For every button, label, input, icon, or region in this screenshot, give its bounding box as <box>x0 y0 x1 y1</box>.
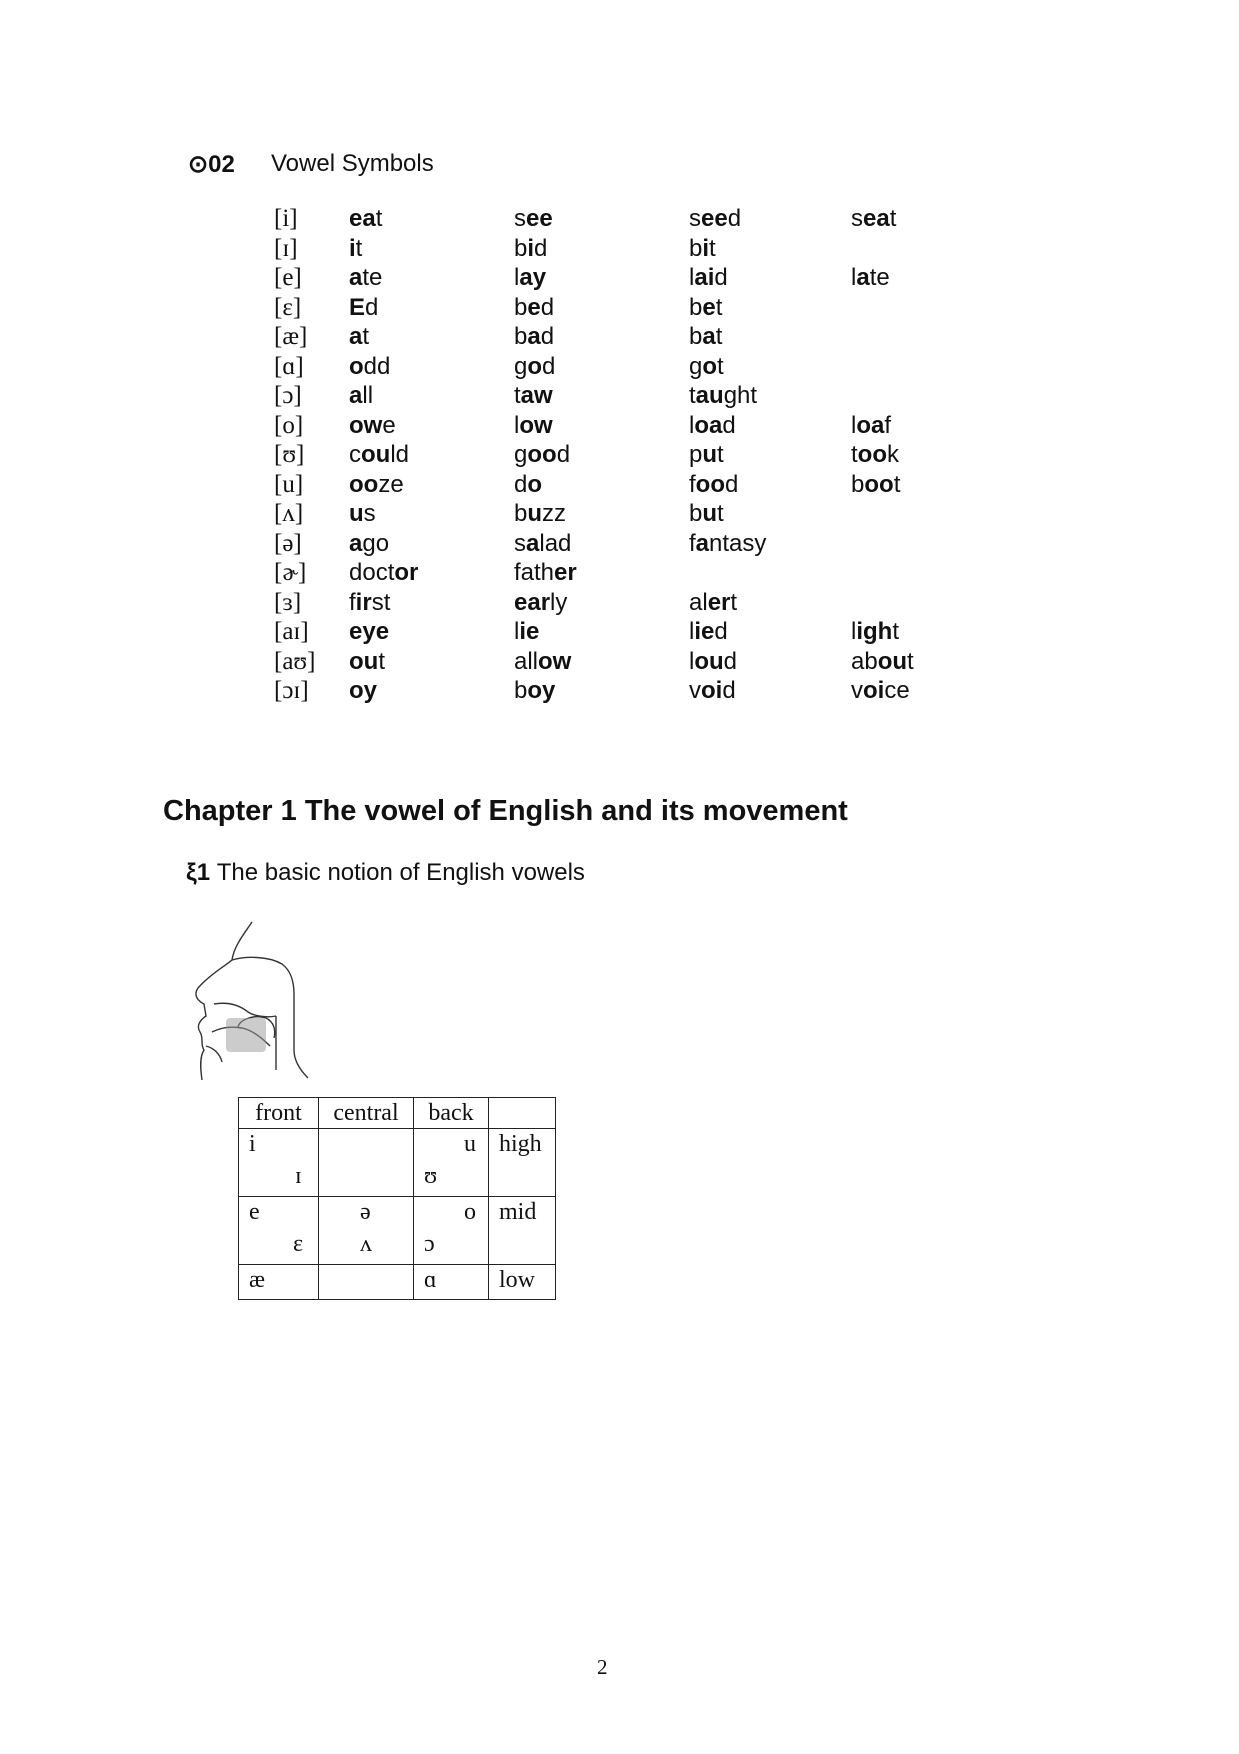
vowel-row <box>274 589 974 619</box>
page-number: 2 <box>597 1655 608 1679</box>
example-word: taught <box>689 382 758 409</box>
example-word: taw <box>514 382 553 409</box>
example-word: voice <box>851 677 910 704</box>
subsection-heading <box>186 859 585 887</box>
example-word: bet <box>689 293 723 321</box>
example-word: void <box>689 677 736 704</box>
example-word: eat <box>349 205 383 232</box>
vowel-symbol-list <box>274 205 974 707</box>
example-word: took <box>851 441 899 468</box>
example-word: oy <box>349 677 378 704</box>
vowel-row <box>274 353 974 383</box>
example-word: out <box>349 647 385 675</box>
example-word: loaf <box>851 411 892 439</box>
vowel-symbol: [ʊ] <box>274 441 305 468</box>
example-word: food <box>689 470 739 498</box>
cell-label-low <box>489 1265 556 1300</box>
vowel-row <box>274 530 974 560</box>
example-word: seed <box>689 205 742 232</box>
cell-label-mid <box>489 1197 556 1265</box>
vowel-glyph: e <box>249 1199 260 1225</box>
example-word: allow <box>514 647 572 675</box>
cell-central-mid <box>319 1197 414 1265</box>
vowel-glyph: ɔ <box>424 1231 435 1257</box>
example-word: boy <box>514 677 556 704</box>
example-word: all <box>349 382 374 409</box>
vowel-symbol: [ʌ] <box>274 500 304 527</box>
subsection-title: The basic notion of English vowels <box>216 859 585 886</box>
example-word: but <box>689 500 724 527</box>
example-word: us <box>349 500 376 527</box>
example-word: bit <box>689 234 716 262</box>
example-word: owe <box>349 411 396 439</box>
vowel-symbol: [ɑ] <box>274 352 304 380</box>
example-word: low <box>514 411 553 439</box>
example-word: seat <box>851 205 897 232</box>
vowel-glyph: ə <box>360 1199 371 1225</box>
height-label: mid <box>499 1199 537 1225</box>
vowel-row <box>274 412 974 442</box>
example-word: early <box>514 588 568 616</box>
subsection-number: ξ1 <box>186 859 211 886</box>
vowel-symbol: [o] <box>274 411 304 439</box>
example-word: buzz <box>514 500 567 527</box>
example-word: first <box>349 588 391 616</box>
example-word: see <box>514 205 553 232</box>
vowel-glyph: ʊ <box>424 1163 438 1189</box>
section-title: Vowel Symbols <box>271 150 434 177</box>
vowel-row <box>274 264 974 294</box>
example-word: eye <box>349 618 390 645</box>
example-word: it <box>349 234 363 262</box>
vowel-symbol: [ɛ] <box>274 293 302 321</box>
head-profile-illustration <box>190 920 330 1100</box>
example-word: Ed <box>349 293 379 321</box>
example-word: put <box>689 441 724 468</box>
cell-front-mid <box>239 1197 319 1265</box>
head-outline <box>196 922 308 1080</box>
example-word: doctor <box>349 559 419 586</box>
vowel-glyph: ʌ <box>360 1231 372 1257</box>
cell-back-mid <box>414 1197 489 1265</box>
vowel-row <box>274 559 974 589</box>
vowel-row <box>274 294 974 324</box>
example-word: ooze <box>349 470 404 498</box>
vowel-symbol: [ə] <box>274 529 302 557</box>
vowel-glyph: ɪ <box>295 1163 302 1189</box>
height-label: high <box>499 1131 542 1157</box>
example-word: lied <box>689 618 728 645</box>
example-word: late <box>851 264 890 291</box>
vowel-glyph: æ <box>249 1267 266 1293</box>
example-word: good <box>514 441 571 468</box>
section-number: ⊙02 <box>188 151 235 178</box>
vowel-glyph: o <box>464 1199 476 1225</box>
cell-back-low <box>414 1265 489 1300</box>
vowel-symbol: [e] <box>274 264 302 291</box>
vowel-glyph: ɛ <box>293 1231 304 1257</box>
header-back: back <box>414 1098 489 1129</box>
example-word: load <box>689 411 736 439</box>
cell-front-low <box>239 1265 319 1300</box>
vowel-symbol: [ɔɪ] <box>274 677 309 704</box>
vowel-symbol: [æ] <box>274 323 308 350</box>
example-word: laid <box>689 264 728 291</box>
example-word: lay <box>514 264 547 291</box>
vowel-row <box>274 471 974 501</box>
header-front: front <box>239 1098 319 1129</box>
vowel-symbol: [ɪ] <box>274 234 298 262</box>
example-word: odd <box>349 352 391 380</box>
example-word: bed <box>514 293 555 321</box>
vowel-row <box>274 382 974 412</box>
cell-central-high <box>319 1129 414 1197</box>
example-word: lie <box>514 618 540 645</box>
chapter-title: Chapter 1 The vowel of English and its movement <box>163 795 848 827</box>
example-word: loud <box>689 647 738 675</box>
vowel-symbol: [i] <box>274 205 298 232</box>
example-word: ago <box>349 529 390 557</box>
example-word: light <box>851 618 900 645</box>
vowel-glyph: u <box>464 1131 476 1157</box>
cell-back-high <box>414 1129 489 1197</box>
vowel-symbol: [u] <box>274 470 304 498</box>
vowel-chart-table <box>238 1097 556 1300</box>
example-word: do <box>514 470 543 498</box>
header-empty <box>489 1098 556 1129</box>
tongue-shading <box>226 1018 266 1052</box>
example-word: father <box>514 559 577 586</box>
vowel-symbol: [ɜ] <box>274 588 302 616</box>
example-word: bat <box>689 323 723 350</box>
vowel-symbol: [ɚ] <box>274 559 307 586</box>
example-word: boot <box>851 470 901 498</box>
vowel-glyph: i <box>249 1131 256 1157</box>
vowel-row <box>274 500 974 530</box>
example-word: at <box>349 323 370 350</box>
vowel-symbol: [ɔ] <box>274 382 302 409</box>
vowel-row <box>274 441 974 471</box>
example-word: got <box>689 352 724 380</box>
example-word: bid <box>514 234 548 262</box>
example-word: bad <box>514 323 555 350</box>
vowel-row <box>274 677 974 707</box>
vowel-glyph: ɑ <box>424 1267 437 1293</box>
cell-front-high <box>239 1129 319 1197</box>
vowel-symbol: [aʊ] <box>274 647 316 675</box>
height-label: low <box>499 1267 535 1293</box>
example-word: alert <box>689 588 738 616</box>
example-word: could <box>349 441 410 468</box>
example-word: fantasy <box>689 529 767 557</box>
example-word: salad <box>514 529 572 557</box>
cell-central-low <box>319 1265 414 1300</box>
vowel-row <box>274 648 974 678</box>
example-word: about <box>851 647 914 675</box>
vowel-row <box>274 323 974 353</box>
cell-label-high <box>489 1129 556 1197</box>
example-word: ate <box>349 264 383 291</box>
vowel-row <box>274 235 974 265</box>
vowel-row <box>274 618 974 648</box>
section-heading <box>188 150 434 179</box>
example-word: god <box>514 352 556 380</box>
vowel-row <box>274 205 974 235</box>
vowel-symbol: [aɪ] <box>274 618 309 645</box>
header-central: central <box>319 1098 414 1129</box>
